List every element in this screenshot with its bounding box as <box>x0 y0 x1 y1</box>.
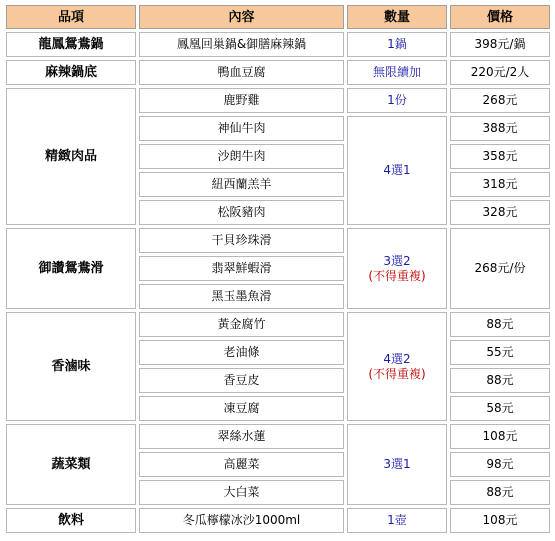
price-cell: 88元 <box>450 480 550 505</box>
header-price: 價格 <box>450 5 550 29</box>
quantity-cell: 無限續加 <box>347 60 447 85</box>
category-cell: 御讚鴛鴦滑 <box>6 228 136 309</box>
content-cell: 老油條 <box>139 340 344 365</box>
content-cell: 高麗菜 <box>139 452 344 477</box>
category-cell: 香滷味 <box>6 312 136 421</box>
category-cell: 麻辣鍋底 <box>6 60 136 85</box>
price-cell: 220元/2人 <box>450 60 550 85</box>
quantity-cell: 3選1 <box>347 424 447 505</box>
content-cell: 鳳凰回巢鍋&御膳麻辣鍋 <box>139 32 344 57</box>
menu-table <box>3 2 553 536</box>
price-cell: 88元 <box>450 368 550 393</box>
quantity-cell <box>347 228 447 309</box>
content-cell: 松阪豬肉 <box>139 200 344 225</box>
content-cell: 凍豆腐 <box>139 396 344 421</box>
category-cell: 飲料 <box>6 508 136 533</box>
content-cell: 翠絲水蓮 <box>139 424 344 449</box>
category-cell: 龍鳳鴛鴦鍋 <box>6 32 136 57</box>
price-cell: 98元 <box>450 452 550 477</box>
content-cell: 黃金腐竹 <box>139 312 344 337</box>
price-cell: 108元 <box>450 508 550 533</box>
table-row <box>6 312 550 337</box>
header-content: 內容 <box>139 5 344 29</box>
quantity-cell: 1壺 <box>347 508 447 533</box>
header-row <box>6 5 550 29</box>
table-row <box>6 424 550 449</box>
table-row <box>6 508 550 533</box>
price-cell: 358元 <box>450 144 550 169</box>
quantity-text: 4選2 <box>383 351 411 366</box>
content-cell: 鴨血豆腐 <box>139 60 344 85</box>
content-cell: 神仙牛肉 <box>139 116 344 141</box>
content-cell: 香豆皮 <box>139 368 344 393</box>
price-cell: 58元 <box>450 396 550 421</box>
content-cell: 翡翠鮮蝦滑 <box>139 256 344 281</box>
quantity-cell <box>347 312 447 421</box>
category-cell: 精緻肉品 <box>6 88 136 225</box>
price-cell: 268元 <box>450 88 550 113</box>
price-cell: 328元 <box>450 200 550 225</box>
price-cell: 108元 <box>450 424 550 449</box>
content-cell: 鹿野雞 <box>139 88 344 113</box>
quantity-text: 3選2 <box>383 253 411 268</box>
quantity-note: (不得重複) <box>368 268 426 283</box>
quantity-cell: 1鍋 <box>347 32 447 57</box>
content-cell: 干貝珍珠滑 <box>139 228 344 253</box>
price-cell: 388元 <box>450 116 550 141</box>
quantity-cell: 1份 <box>347 88 447 113</box>
content-cell: 黑玉墨魚滑 <box>139 284 344 309</box>
price-cell: 398元/鍋 <box>450 32 550 57</box>
category-cell: 蔬菜類 <box>6 424 136 505</box>
content-cell: 冬瓜檸檬冰沙1000ml <box>139 508 344 533</box>
price-cell: 318元 <box>450 172 550 197</box>
header-item: 品項 <box>6 5 136 29</box>
price-cell: 88元 <box>450 312 550 337</box>
table-row <box>6 32 550 57</box>
quantity-cell: 4選1 <box>347 116 447 225</box>
table-row <box>6 88 550 113</box>
table-row <box>6 60 550 85</box>
quantity-note: (不得重複) <box>368 366 426 381</box>
price-cell: 55元 <box>450 340 550 365</box>
content-cell: 紐西蘭羔羊 <box>139 172 344 197</box>
table-row <box>6 228 550 253</box>
content-cell: 大白菜 <box>139 480 344 505</box>
price-cell: 268元/份 <box>450 228 550 309</box>
header-quantity: 數量 <box>347 5 447 29</box>
content-cell: 沙朗牛肉 <box>139 144 344 169</box>
